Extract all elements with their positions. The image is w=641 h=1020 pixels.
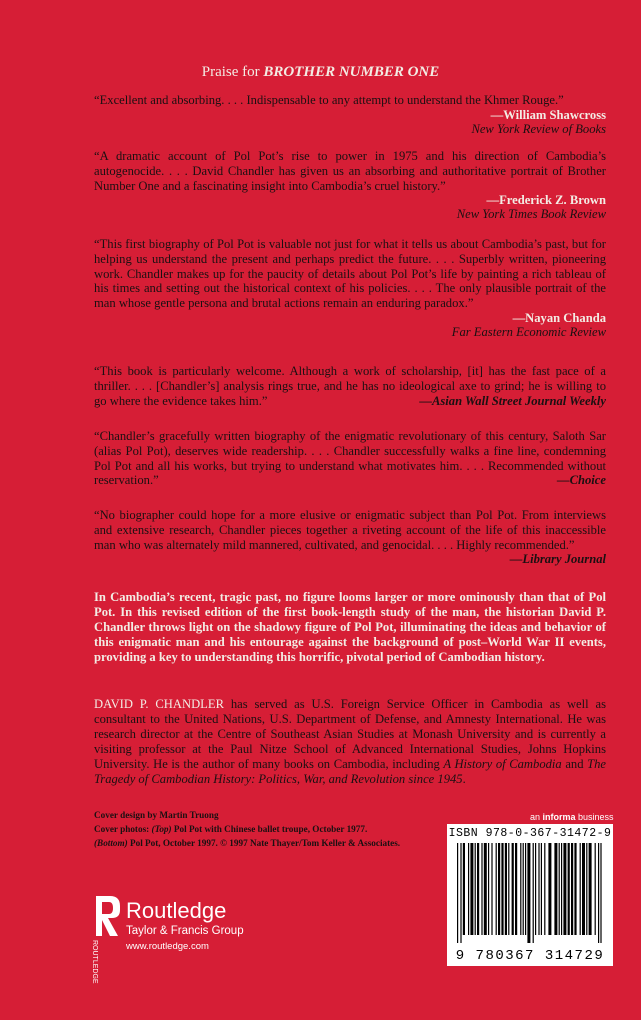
- review-quote: [94, 237, 606, 339]
- barcode-bar: [563, 843, 566, 935]
- quote-publication: Far Eastern Economic Review: [451, 324, 606, 339]
- quote-attribution: —William Shawcross: [490, 107, 606, 122]
- publisher-group: Taylor & Francis Group: [126, 925, 244, 937]
- barcode-bar: [470, 843, 473, 935]
- barcode-bar: [595, 843, 596, 935]
- review-quote: [94, 364, 606, 408]
- barcode-bar: [600, 843, 601, 943]
- barcode-bar: [477, 843, 479, 935]
- informa-suffix: business: [575, 812, 614, 822]
- routledge-logo-icon: [90, 896, 120, 984]
- book-blurb: In Cambodia’s recent, tragic past, no figure looms larger or more ominously than that of Pol Pot. In this revised edition of the first book-length study of the man, the historian David P. Chandler throws light on the shadowy figure of Pol Pot, illuminating the ideas and behavior of this enigmatic man and his entourage against the background of post–World War II events, providing a key to understanding this horrific, pivotal period of Cambodian history.: [94, 590, 606, 664]
- barcode-bar: [598, 843, 599, 943]
- barcode-bar: [468, 843, 469, 935]
- barcode-bar: [582, 843, 585, 935]
- bio-and: and: [561, 757, 588, 771]
- praise-prefix: Praise for: [201, 64, 264, 80]
- barcode-bar: [541, 843, 542, 935]
- bio-end: .: [462, 772, 466, 786]
- barcode-bar: [561, 843, 562, 935]
- quote-text: “This book is particularly welcome. Although a work of scholarship, [it] has the fast pace of a thriller. . . . [Chandler’s] analysis rings true, and he has no ideological axe to grind; he is willing to go where the evidence takes him.”: [94, 364, 606, 408]
- barcode-bar: [488, 843, 489, 935]
- barcode-bar: [484, 843, 487, 935]
- barcode-bar: [520, 843, 521, 935]
- barcode-bar: [535, 843, 536, 935]
- review-quote: [94, 149, 606, 221]
- credit-photos-bottom: [94, 836, 434, 850]
- barcode-bar: [568, 843, 570, 935]
- barcode-bar: [544, 843, 545, 935]
- barcode-bars: [455, 843, 605, 943]
- barcode-bar: [512, 843, 514, 935]
- publisher-name: Routledge: [126, 898, 227, 923]
- praise-header: [0, 64, 641, 81]
- barcode-bar: [538, 843, 539, 935]
- author-bio: [94, 697, 606, 787]
- barcode-bar: [533, 843, 534, 943]
- barcode-bar: [501, 843, 503, 935]
- publisher-url: www.routledge.com: [126, 941, 209, 952]
- credit-bottom-text: Pol Pot, October 1997. © 1997 Nate Thayer/Tom Keller & Associates.: [127, 838, 401, 848]
- barcode-bar: [525, 843, 526, 935]
- quote-publication: New York Review of Books: [471, 121, 606, 136]
- credit-photos-label: Cover photos:: [94, 824, 152, 834]
- barcode-bar: [460, 843, 461, 943]
- barcode-bar: [574, 843, 576, 935]
- author-name: DAVID P. CHANDLER: [94, 697, 224, 711]
- barcode-bar: [496, 843, 497, 935]
- quote-attribution: —Nayan Chanda: [512, 310, 606, 325]
- credit-design: Cover design by Martin Truong: [94, 810, 219, 820]
- quote-attribution: —Choice: [557, 473, 606, 488]
- barcode-bar: [586, 843, 587, 935]
- quote-attribution: —Library Journal: [509, 552, 606, 567]
- review-quote: [94, 508, 606, 567]
- barcode-bar: [515, 843, 517, 935]
- barcode-bar: [580, 843, 581, 935]
- review-quote: [94, 93, 606, 136]
- barcode-bar: [559, 843, 560, 935]
- barcode: [447, 824, 613, 966]
- barcode-bar: [505, 843, 507, 935]
- quote-attribution: —Frederick Z. Brown: [486, 193, 606, 208]
- bio-book-2: The Tragedy of Cambodian History: Politics, War, and Revolution since 1945: [94, 757, 606, 786]
- barcode-bar: [508, 843, 509, 935]
- review-quote: [94, 429, 606, 488]
- quote-text: “This first biography of Pol Pot is valuable not just for what it tells us about Cambodia’s past, but for helping us understand the present and perhaps predict the future. . . . Superbly written, pioneering work. Chandler makes up for the paucity of details about Pol Pot’s life by painting a rich tableau of his times and setting out the historical context of his policies. . . . The only plausible portrait of the man whose gentle persona and brutal actions remain an enduring paradox.”: [94, 237, 606, 311]
- bio-text: has served as U.S. Foreign Service Officer in Cambodia as well as consultant to the United Nations, U.S. Department of Defense, and Amnesty International. He was research director at the Centre of Southeast Asian Studies at Monash University and is currently a visiting professor at the Paul Nitze School of Advanced International Studies, Johns Hopkins University. He is the author of many books on Cambodia, including: [94, 697, 606, 771]
- informa-prefix: an: [530, 812, 543, 822]
- barcode-bar: [491, 843, 492, 935]
- book-title: BROTHER NUMBER ONE: [263, 64, 440, 80]
- barcode-bar: [548, 843, 551, 935]
- credit-photos-top: [94, 822, 434, 836]
- informa-tagline: [530, 812, 614, 822]
- barcode-bar: [463, 843, 465, 935]
- barcode-bar: [554, 843, 557, 935]
- credit-bottom-label: (Bottom): [94, 838, 128, 848]
- credit-top-label: (Top): [151, 824, 172, 834]
- cover-credits: [94, 808, 434, 850]
- barcode-digits: 9 780367 314729: [455, 948, 605, 964]
- isbn-label: ISBN 978-0-367-31472-9: [448, 827, 612, 840]
- barcode-bar: [457, 843, 458, 943]
- quote-publication: New York Times Book Review: [456, 207, 606, 222]
- informa-brand: informa: [542, 812, 576, 822]
- logo-vertical-text: ROUTLEDGE: [91, 940, 98, 984]
- barcode-bar: [475, 843, 476, 935]
- quote-text: “Excellent and absorbing. . . . Indispensable to any attempt to understand the Khmer Rouge.”: [94, 93, 564, 107]
- barcode-bar: [527, 843, 530, 943]
- quote-attribution: —Asian Wall Street Journal Weekly: [419, 393, 606, 408]
- quote-text: “A dramatic account of Pol Pot’s rise to power in 1975 and his direction of Cambodia’s autogenocide. . . . David Chandler has given us an absorbing and authoritative portrait of Brother Number One and a fascinating insight into Cambodia’s cruel history.”: [94, 149, 606, 193]
- barcode-bar: [589, 843, 592, 935]
- credit-top-text: Pol Pot with Chinese ballet troupe, October 1977.: [171, 824, 368, 834]
- barcode-bar: [523, 843, 524, 935]
- barcode-bar: [481, 843, 482, 935]
- bio-book-1: A History of Cambodia: [443, 757, 562, 771]
- quote-text: “No biographer could hope for a more elusive or enigmatic subject than Pol Pot. From interviews and extensive research, Chandler pieces together a riveting account of the life of this inaccessible man who was alternately mild mannered, cultivated, and genocidal. . . . Highly recommended.”: [94, 508, 606, 552]
- quote-text: “Chandler’s gracefully written biography of the enigmatic revolutionary of this century, Saloth Sar (alias Pol Pot), deserves wide readership. . . . Chandler successfully walks a fine line, condemning Pol Pot and all his works, but trying to understand what motivates him. . . . Recommended without reservation.”: [94, 429, 606, 488]
- barcode-bar: [498, 843, 500, 935]
- routledge-logo: [90, 896, 290, 984]
- barcode-bar: [571, 843, 573, 935]
